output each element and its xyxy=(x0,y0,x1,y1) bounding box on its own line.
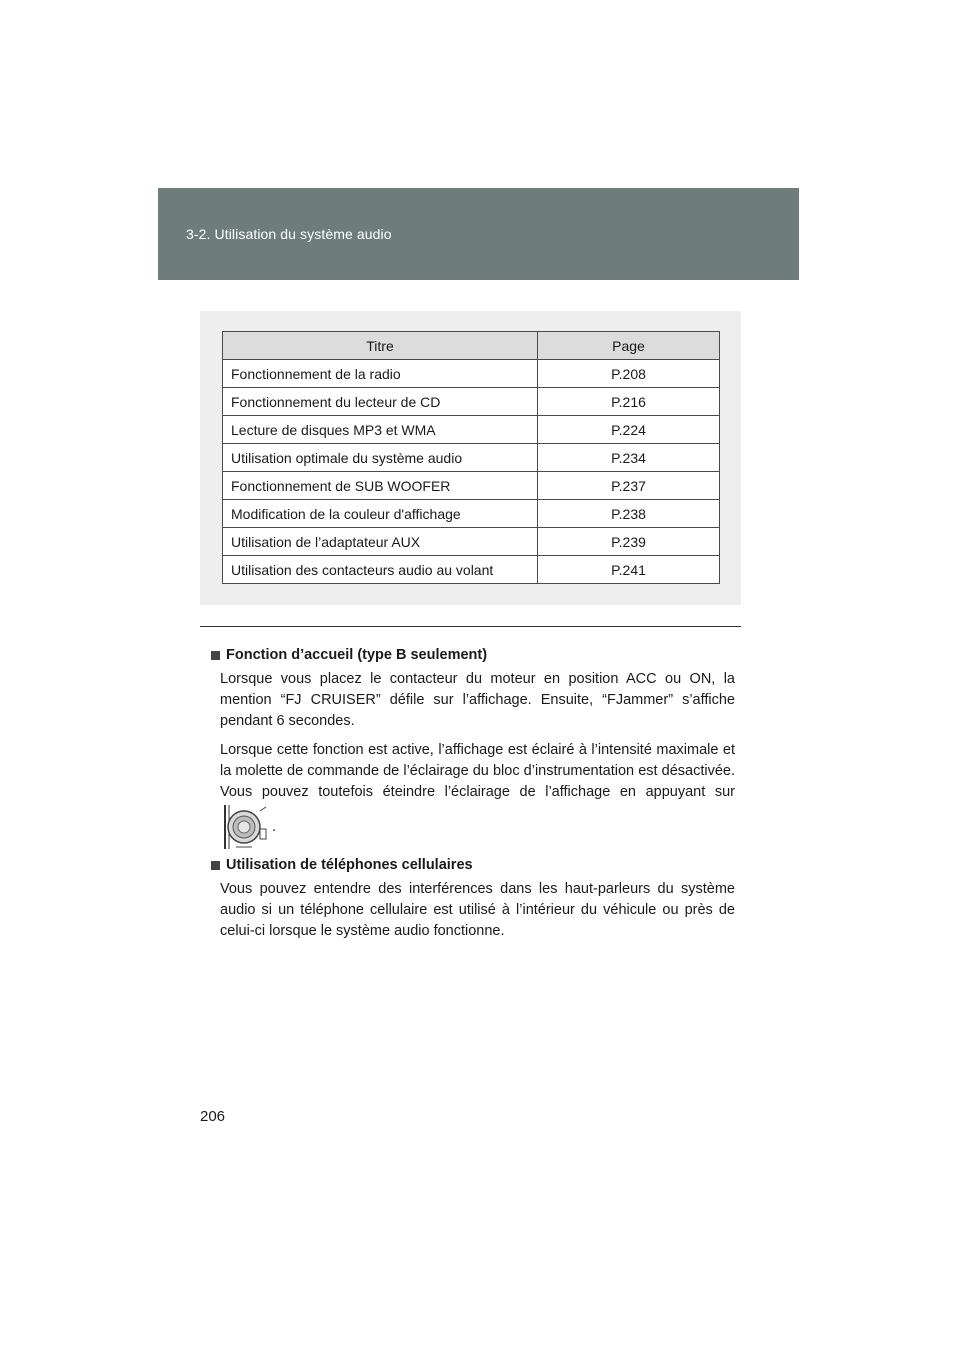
row-title: Fonctionnement du lecteur de CD xyxy=(223,388,538,416)
display-knob-icon xyxy=(222,803,270,851)
table-header-row xyxy=(223,332,720,360)
row-page: P.224 xyxy=(538,416,720,444)
paragraph xyxy=(220,740,735,851)
table-row xyxy=(223,416,720,444)
page-number: 206 xyxy=(200,1108,226,1125)
row-page: P.216 xyxy=(538,388,720,416)
row-page: P.241 xyxy=(538,556,720,584)
table-row xyxy=(223,360,720,388)
table-row xyxy=(223,444,720,472)
square-bullet-icon xyxy=(211,861,220,870)
cell-phones-heading xyxy=(210,855,735,876)
table-row xyxy=(223,556,720,584)
square-bullet-icon xyxy=(211,651,220,660)
row-title: Fonctionnement de SUB WOOFER xyxy=(223,472,538,500)
table-row xyxy=(223,500,720,528)
section-header xyxy=(158,188,799,280)
reference-table-panel xyxy=(200,311,741,605)
section-divider xyxy=(200,626,741,627)
paragraph: Vous pouvez entendre des interférences dans les haut-parleurs du système audio si un téléphone cellulaire est utilisé à l’intérieur du véhicule ou près de celui-ci lorsque le système audio fonctionne. xyxy=(220,881,735,939)
row-title: Utilisation des contacteurs audio au volant xyxy=(223,556,538,584)
paragraph-end: . xyxy=(272,818,277,835)
column-header-title: Titre xyxy=(223,332,538,360)
heading-text: Utilisation de téléphones cellulaires xyxy=(226,857,473,873)
row-title: Utilisation optimale du système audio xyxy=(223,444,538,472)
row-title: Fonctionnement de la radio xyxy=(223,360,538,388)
body-content xyxy=(210,645,735,950)
section-title: 3-2. Utilisation du système audio xyxy=(186,226,392,242)
table-row xyxy=(223,528,720,556)
table-row xyxy=(223,472,720,500)
reference-table xyxy=(222,331,720,584)
row-page: P.237 xyxy=(538,472,720,500)
row-page: P.234 xyxy=(538,444,720,472)
heading-text: Fonction d’accueil (type B seulement) xyxy=(226,647,488,663)
welcome-function-heading xyxy=(210,645,735,666)
paragraph-text: Lorsque cette fonction est active, l’affichage est éclairé à l’intensité maximale et la molette de commande de l’éclairage du bloc d’instrumentation est désactivée. Vous pouvez toutefois éteindre l’éclairage de l’affichage en appuyant sur xyxy=(220,742,735,800)
row-page: P.239 xyxy=(538,528,720,556)
row-title: Lecture de disques MP3 et WMA xyxy=(223,416,538,444)
row-page: P.238 xyxy=(538,500,720,528)
column-header-page: Page xyxy=(538,332,720,360)
paragraph: Lorsque vous placez le contacteur du moteur en position ACC ou ON, la mention “FJ CRUISER” défile sur l’affichage. Ensuite, “FJammer” s’affiche pendant 6 secondes. xyxy=(220,671,735,729)
row-title: Modification de la couleur d'affichage xyxy=(223,500,538,528)
row-title: Utilisation de l’adaptateur AUX xyxy=(223,528,538,556)
row-page: P.208 xyxy=(538,360,720,388)
table-row xyxy=(223,388,720,416)
